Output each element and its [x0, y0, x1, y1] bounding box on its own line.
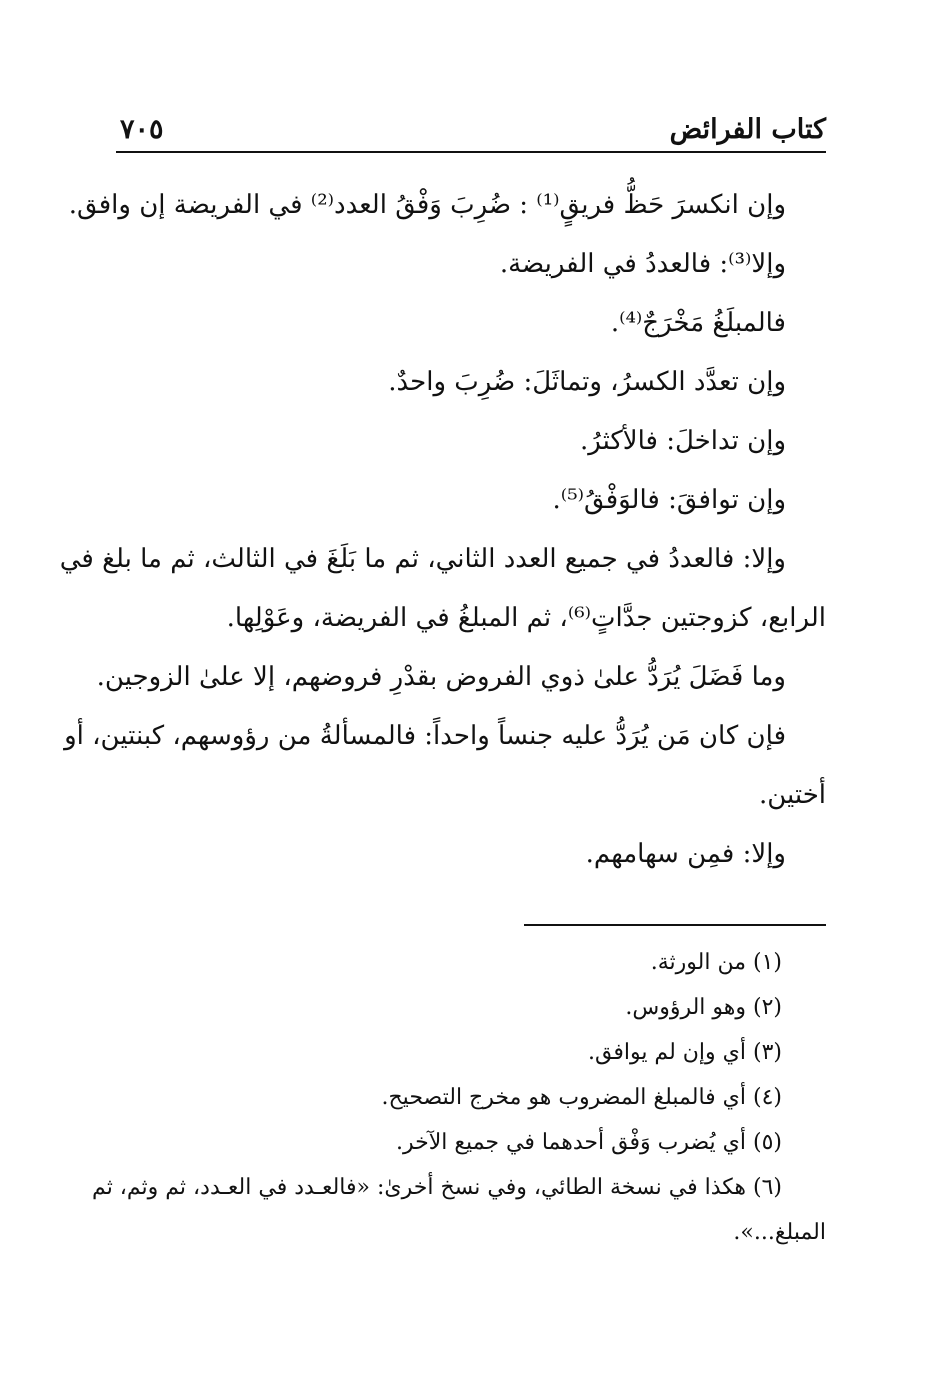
- text-line: [114, 412, 826, 471]
- line-9: وما فَضَلَ يُرَدُّ علىٰ ذوي الفروض بقدْرِ فروضهم، إلا علىٰ الزوجين.: [96, 662, 786, 692]
- footnote-4: (٤) أي فالمبلغ المضروب هو مخرج التصحيح.: [381, 1085, 782, 1110]
- text-line: [114, 589, 826, 648]
- line-11: أختين.: [758, 780, 826, 810]
- line-7: وإلا: فالعددُ في جميع العدد الثاني، ثم ما بَلَغَ في الثالث، ثم ما بلغ في: [59, 544, 786, 574]
- chapter-title: كتاب الفرائض: [669, 114, 826, 145]
- text-line: [114, 235, 826, 294]
- footnote-3: (٣) أي وإن لم يوافق.: [587, 1040, 782, 1065]
- line-4: وإن تعدَّد الكسرُ، وتماثَلَ: ضُرِبَ واحدٌ.: [388, 367, 786, 397]
- footnote-5: (٥) أي يُضرب وَفْق أحدهما في جميع الآخر.: [395, 1130, 782, 1155]
- text-line: [114, 353, 826, 412]
- line-6: وإن توافقَ: فالوَفْقُ⁽⁵⁾.: [552, 485, 786, 515]
- text-line: [114, 825, 826, 884]
- footnote-2: (٢) وهو الرؤوس.: [625, 995, 782, 1020]
- line-2: وإلا⁽³⁾: فالعددُ في الفريضة.: [499, 249, 786, 279]
- line-1: وإن انكسرَ حَظُّ فريقٍ⁽¹⁾ : ضُرِبَ وَفْقُ العدد⁽²⁾ في الفريضة إن وافق.: [68, 190, 786, 220]
- footnotes: [92, 940, 826, 1255]
- footnote-separator: [524, 924, 826, 926]
- line-3: فالمبلَغُ مَخْرَجٌ⁽⁴⁾.: [610, 308, 786, 338]
- page-number: ٧٠٥: [120, 114, 164, 145]
- footnote-6-continued: المبلغ...».: [733, 1220, 826, 1245]
- text-line: [114, 766, 826, 825]
- main-text: [59, 176, 826, 884]
- text-line: [114, 471, 826, 530]
- line-12: وإلا: فمِن سهامهم.: [585, 839, 786, 869]
- text-line: [96, 648, 826, 707]
- text-line: [64, 707, 826, 766]
- text-line: [68, 176, 826, 235]
- text-line: [59, 530, 826, 589]
- running-header: [116, 108, 826, 152]
- text-line: [114, 294, 826, 353]
- header-rule: [116, 151, 826, 153]
- line-10: فإن كان مَن يُرَدُّ عليه جنساً واحداً: فالمسألةُ من رؤوسهم، كبنتين، أو: [64, 721, 786, 751]
- footnote-6: (٦) هكذا في نسخة الطائي، وفي نسخ أخرىٰ: «فالعـدد في العـدد، ثم وثم، ثم: [92, 1175, 782, 1200]
- line-8: الرابع، كزوجتين جدَّاتٍ⁽⁶⁾، ثم المبلغُ في الفريضة، وعَوْلِها.: [226, 603, 826, 633]
- footnote-1: (١) من الورثة.: [650, 950, 782, 975]
- line-5: وإن تداخلَ: فالأكثرُ.: [579, 426, 786, 456]
